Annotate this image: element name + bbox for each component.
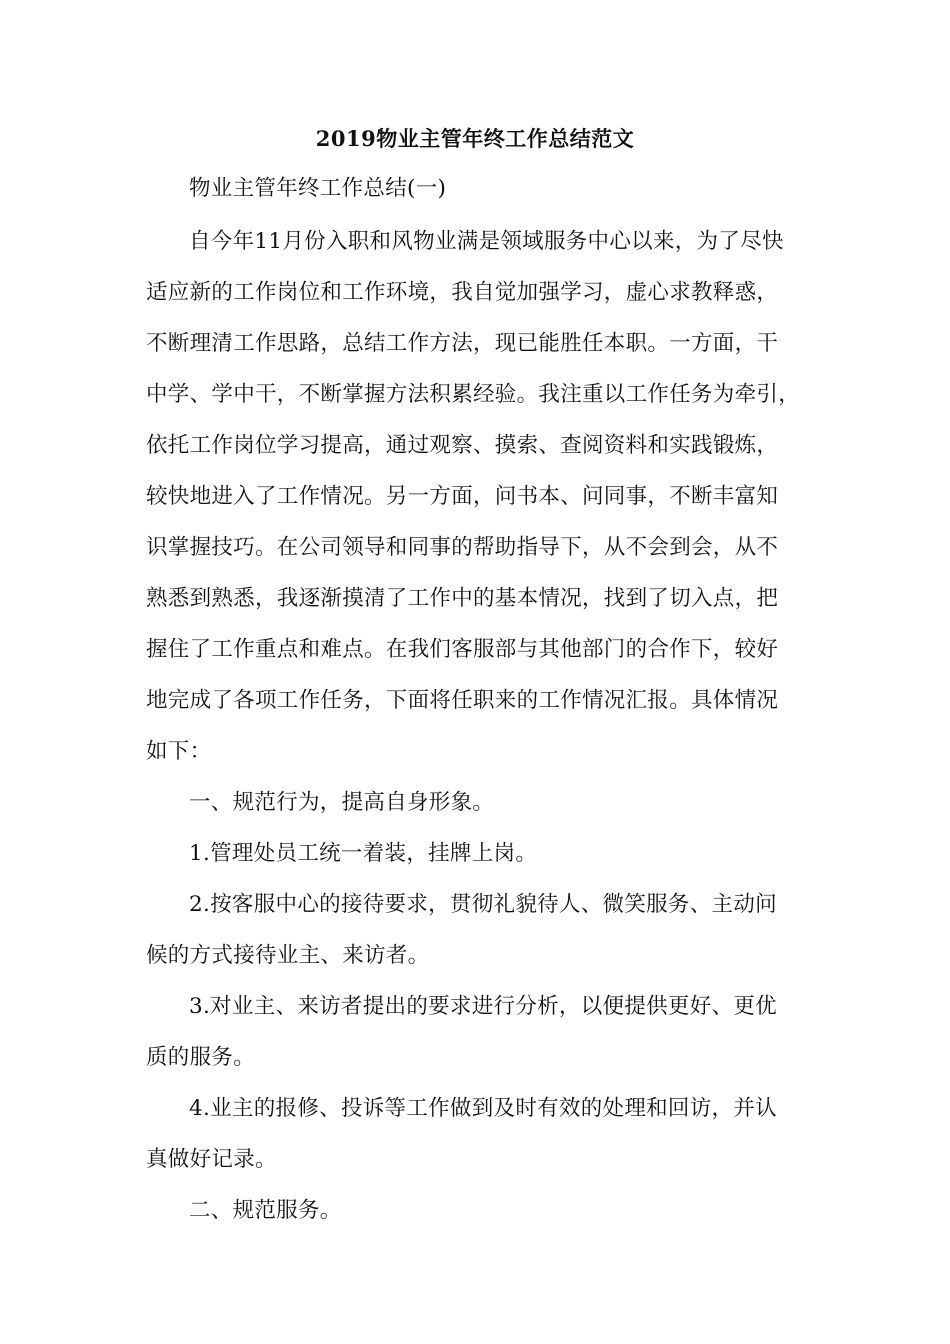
paragraph-line: 识掌握技巧。在公司领导和同事的帮助指导下，从不会到会，从不 xyxy=(146,535,779,560)
list-item: 4.业主的报修、投诉等工作做到及时有效的处理和回访，并认 xyxy=(189,1096,777,1121)
paragraph-line: 较快地进入了工作情况。另一方面，问书本、问同事，不断丰富知 xyxy=(146,484,779,509)
list-item: 1.管理处员工统一着装，挂牌上岗。 xyxy=(189,841,538,866)
paragraph-line: 如下： xyxy=(146,739,212,764)
paragraph-line: 熟悉到熟悉，我逐渐摸清了工作中的基本情况，找到了切入点，把 xyxy=(146,586,779,611)
paragraph-line: 不断理清工作思路，总结工作方法，现已能胜任本职。一方面，干 xyxy=(146,331,779,356)
paragraph-line: 地完成了各项工作任务，下面将任职来的工作情况汇报。具体情况 xyxy=(146,688,779,713)
paragraph-line: 适应新的工作岗位和工作环境，我自觉加强学习，虚心求教释惑， xyxy=(146,280,779,305)
section-heading: 二、规范服务。 xyxy=(189,1198,342,1223)
list-item-continuation: 候的方式接待业主、来访者。 xyxy=(146,943,430,968)
section-heading: 一、规范行为，提高自身形象。 xyxy=(189,790,495,815)
paragraph-line: 自今年11月份入职和风物业满是领域服务中心以来，为了尽快 xyxy=(189,229,784,254)
list-item-continuation: 真做好记录。 xyxy=(146,1147,277,1172)
list-item-continuation: 质的服务。 xyxy=(146,1045,256,1070)
list-item: 2.按客服中心的接待要求，贯彻礼貌待人、微笑服务、主动问 xyxy=(189,892,777,917)
paragraph-line: 中学、学中干，不断掌握方法积累经验。我注重以工作任务为牵引， xyxy=(146,382,801,407)
document-subtitle: 物业主管年终工作总结(一) xyxy=(189,176,447,201)
paragraph-line: 握住了工作重点和难点。在我们客服部与其他部门的合作下，较好 xyxy=(146,637,779,662)
paragraph-line: 依托工作岗位学习提高，通过观察、摸索、查阅资料和实践锻炼， xyxy=(146,433,779,458)
document-title: 2019物业主管年终工作总结范文 xyxy=(315,126,635,151)
list-item: 3.对业主、来访者提出的要求进行分析，以便提供更好、更优 xyxy=(189,994,777,1019)
